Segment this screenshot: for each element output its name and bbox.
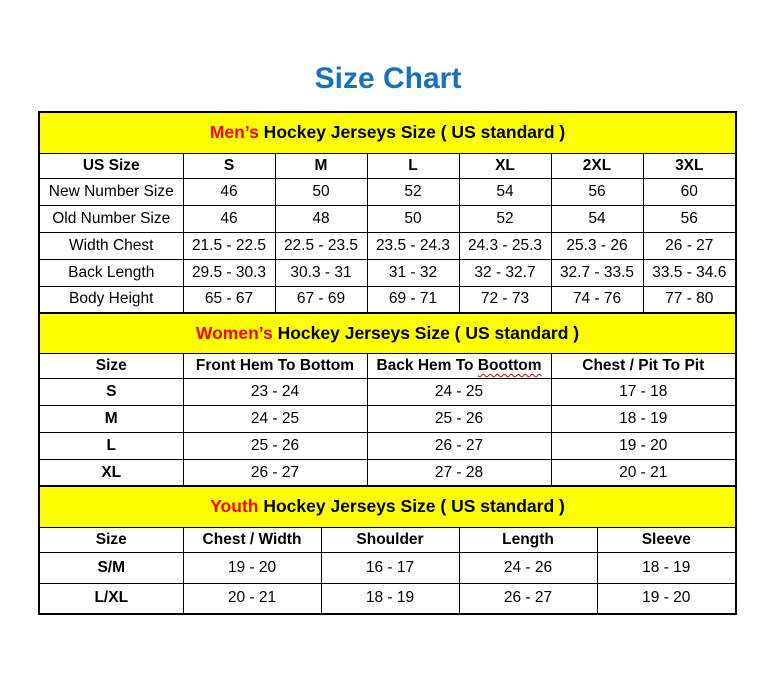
womens-col-front-hem: Front Hem To Bottom: [183, 354, 367, 379]
mens-row-label: Old Number Size: [39, 205, 183, 232]
table-row: [39, 232, 736, 259]
table-row: [39, 406, 736, 433]
mens-col-3xl: 3XL: [643, 153, 736, 178]
mens-col-2xl: 2XL: [551, 153, 643, 178]
womens-cell: 18 - 19: [551, 406, 736, 433]
mens-cell: 69 - 71: [367, 286, 459, 313]
mens-banner-row: [39, 112, 736, 153]
mens-cell: 50: [275, 178, 367, 205]
mens-cell: 25.3 - 26: [551, 232, 643, 259]
womens-col-chest: Chest / Pit To Pit: [551, 354, 736, 379]
womens-size-table: [38, 312, 737, 488]
mens-cell: 77 - 80: [643, 286, 736, 313]
table-row: [39, 460, 736, 487]
table-row: [39, 205, 736, 232]
mens-cell: 23.5 - 24.3: [367, 232, 459, 259]
youth-cell: 19 - 20: [183, 552, 321, 583]
womens-banner-accent: Women’s: [195, 322, 273, 343]
womens-banner: [39, 313, 736, 354]
table-row: [39, 583, 736, 614]
womens-row-label: L: [39, 433, 183, 460]
mens-row-label: Width Chest: [39, 232, 183, 259]
womens-cell: 25 - 26: [183, 433, 367, 460]
tables-wrapper: [38, 111, 735, 615]
womens-row-label: S: [39, 379, 183, 406]
mens-cell: 33.5 - 34.6: [643, 259, 736, 286]
mens-cell: 31 - 32: [367, 259, 459, 286]
mens-cell: 52: [459, 205, 551, 232]
youth-col-sleeve: Sleeve: [597, 527, 736, 552]
womens-cell: 25 - 26: [367, 406, 551, 433]
mens-cell: 56: [643, 205, 736, 232]
womens-banner-row: [39, 313, 736, 354]
mens-cell: 46: [183, 178, 275, 205]
womens-cell: 19 - 20: [551, 433, 736, 460]
youth-col-length: Length: [459, 527, 597, 552]
mens-cell: 46: [183, 205, 275, 232]
mens-col-xl: XL: [459, 153, 551, 178]
womens-col-back-hem: [367, 354, 551, 379]
mens-cell: 29.5 - 30.3: [183, 259, 275, 286]
mens-cell: 32.7 - 33.5: [551, 259, 643, 286]
page-title: Size Chart: [314, 62, 462, 95]
mens-banner-text: Hockey Jerseys Size ( US standard ): [258, 122, 566, 143]
mens-cell: 22.5 - 23.5: [275, 232, 367, 259]
womens-row-label: M: [39, 406, 183, 433]
back-hem-prefix: Back Hem To: [376, 357, 478, 374]
mens-col-l: L: [367, 153, 459, 178]
mens-cell: 54: [459, 178, 551, 205]
mens-size-table: [38, 111, 737, 314]
table-row: [39, 433, 736, 460]
youth-banner-text: Hockey Jerseys Size ( US standard ): [258, 496, 565, 517]
mens-banner-accent: Men’s: [209, 122, 259, 143]
womens-cell: 27 - 28: [367, 460, 551, 487]
mens-cell: 65 - 67: [183, 286, 275, 313]
womens-cell: 24 - 25: [183, 406, 367, 433]
womens-cell: 17 - 18: [551, 379, 736, 406]
youth-cell: 19 - 20: [597, 583, 736, 614]
womens-cell: 24 - 25: [367, 379, 551, 406]
mens-cell: 54: [551, 205, 643, 232]
table-row: [39, 286, 736, 313]
youth-banner-row: [39, 486, 736, 527]
mens-header-row: [39, 153, 736, 178]
mens-cell: 32 - 32.7: [459, 259, 551, 286]
mens-cell: 21.5 - 22.5: [183, 232, 275, 259]
youth-cell: 16 - 17: [321, 552, 459, 583]
mens-col-us-size: US Size: [39, 153, 183, 178]
mens-cell: 24.3 - 25.3: [459, 232, 551, 259]
mens-cell: 52: [367, 178, 459, 205]
womens-cell: 20 - 21: [551, 460, 736, 487]
youth-cell: 20 - 21: [183, 583, 321, 614]
table-row: [39, 552, 736, 583]
youth-cell: 18 - 19: [321, 583, 459, 614]
womens-cell: 26 - 27: [367, 433, 551, 460]
mens-cell: 30.3 - 31: [275, 259, 367, 286]
table-row: [39, 178, 736, 205]
youth-banner-accent: Youth: [210, 496, 259, 517]
mens-cell: 67 - 69: [275, 286, 367, 313]
youth-col-shoulder: Shoulder: [321, 527, 459, 552]
table-row: [39, 379, 736, 406]
womens-banner-text: Hockey Jerseys Size ( US standard ): [272, 322, 580, 343]
youth-header-row: [39, 527, 736, 552]
mens-cell: 56: [551, 178, 643, 205]
mens-col-m: M: [275, 153, 367, 178]
mens-cell: 50: [367, 205, 459, 232]
mens-banner: [39, 112, 736, 153]
youth-col-size: Size: [39, 527, 183, 552]
mens-row-label: Back Length: [39, 259, 183, 286]
mens-cell: 72 - 73: [459, 286, 551, 313]
youth-row-label: L/XL: [39, 583, 183, 614]
womens-cell: 23 - 24: [183, 379, 367, 406]
mens-row-label: Body Height: [39, 286, 183, 313]
womens-col-size: Size: [39, 354, 183, 379]
youth-cell: 24 - 26: [459, 552, 597, 583]
youth-size-table: [38, 485, 737, 615]
youth-col-chest-width: Chest / Width: [183, 527, 321, 552]
youth-cell: 26 - 27: [459, 583, 597, 614]
mens-col-s: S: [183, 153, 275, 178]
youth-banner: [39, 486, 736, 527]
mens-row-label: New Number Size: [39, 178, 183, 205]
womens-row-label: XL: [39, 460, 183, 487]
youth-cell: 18 - 19: [597, 552, 736, 583]
table-row: [39, 259, 736, 286]
womens-header-row: [39, 354, 736, 379]
mens-cell: 26 - 27: [643, 232, 736, 259]
mens-cell: 74 - 76: [551, 286, 643, 313]
womens-cell: 26 - 27: [183, 460, 367, 487]
mens-cell: 60: [643, 178, 736, 205]
youth-row-label: S/M: [39, 552, 183, 583]
back-hem-misspelled-word: Boottom: [477, 357, 542, 374]
mens-cell: 48: [275, 205, 367, 232]
